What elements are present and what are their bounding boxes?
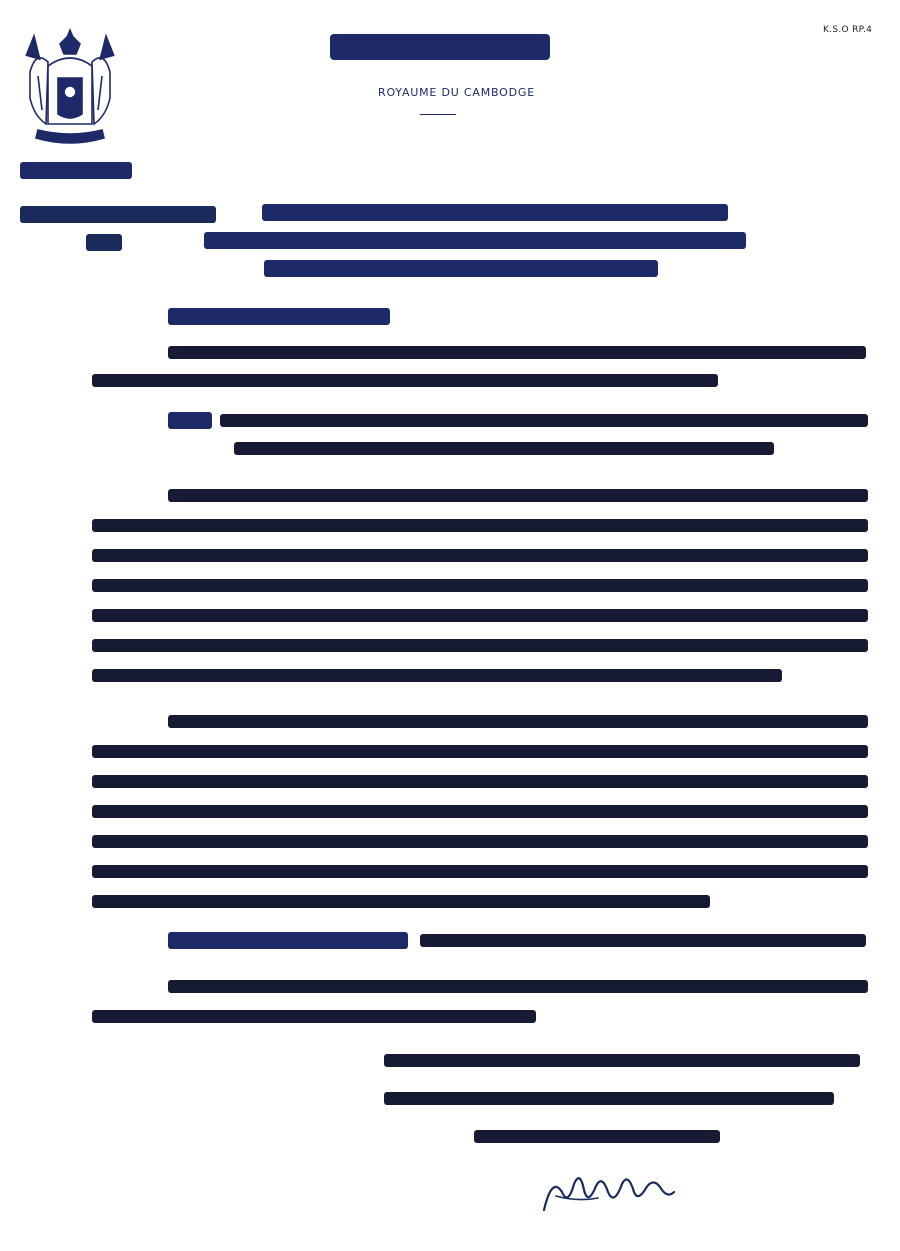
- body-p2-line-3: [92, 775, 868, 788]
- body-p2-line-5: [92, 835, 868, 848]
- salutation-line-1: [262, 204, 728, 221]
- kingdom-subtitle: ROYAUME DU CAMBODGE: [378, 86, 535, 99]
- closing-line-1: [168, 980, 868, 993]
- body-p2-line-6: [92, 865, 868, 878]
- body-p1-line-4: [92, 579, 868, 592]
- body-p2-line-1: [168, 715, 868, 728]
- closing-formula: [384, 1054, 860, 1067]
- kingdom-title-khmer: [330, 34, 550, 60]
- salutation-line-2: [204, 232, 746, 249]
- document-reference-code: K.S.O RP.4: [823, 25, 873, 35]
- attachment-label: [168, 932, 408, 949]
- body-p1-line-7: [92, 669, 782, 682]
- letter-number-suffix: [86, 234, 122, 251]
- royal-coat-of-arms-icon: [16, 20, 124, 148]
- signature: [538, 1162, 678, 1218]
- body-p1-line-1: [168, 489, 868, 502]
- subject-label: [168, 412, 212, 429]
- body-p1-line-2: [92, 519, 868, 532]
- closing-line-2: [92, 1010, 536, 1023]
- body-p2-line-4: [92, 805, 868, 818]
- greeting: [168, 308, 390, 325]
- salutation-line-3: [264, 260, 658, 277]
- intro-line-2: [92, 374, 718, 387]
- intro-line-1: [168, 346, 866, 359]
- date-line: [384, 1092, 834, 1105]
- body-p1-line-3: [92, 549, 868, 562]
- body-p1-line-5: [92, 609, 868, 622]
- body-p2-line-2: [92, 745, 868, 758]
- attachment-text: [420, 934, 866, 947]
- body-p2-line-7: [92, 895, 710, 908]
- signatory-line: [474, 1130, 720, 1143]
- subject-line-2: [234, 442, 774, 455]
- subject-line-1: [220, 414, 868, 427]
- header-rule: [420, 114, 456, 115]
- letter-number: [20, 206, 216, 223]
- body-p1-line-6: [92, 639, 868, 652]
- royal-cabinet-label: [20, 162, 132, 179]
